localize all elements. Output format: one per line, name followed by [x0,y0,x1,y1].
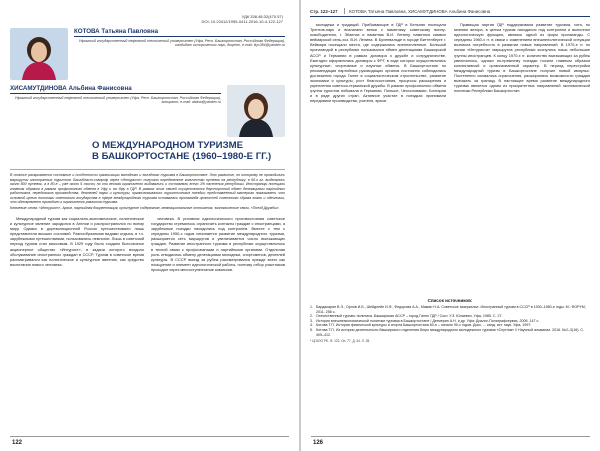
left-body-columns [10,216,285,273]
author2-text [10,85,221,137]
left-body-col2: человека. В условиях идеологического противостояния советское государство стремилось ограничить контакты граждан с иностранцами, а зарубежные поездки находились под контролем. Вместе с тем с середины 1950-х годов начинается развитие международного туризма, расширяется сеть маршрутов и увеличивается число выезжающих граждан. Развитие иностранного туризма в республике осуществлялось в тесной связи с профсоюзными и партийными органами. Отдельная роль отводилась обмену делегациями молодежи, спортсменов, деятелей культуры. В СССР выезд за рубеж рассматривался прежде всего как поощрение и элемент идеологической работы, поэтому отбор участников проходил через многоступенчатые комиссии. [151,216,285,272]
author1-portrait-icon [10,28,68,80]
right-body-col2: Правящая партия ГДР поддерживала развитие туризма, хотя, по мнению автора, в целом туризм находился под контролем и выполнял идеологическую функцию, являясь одной из форм пропаганды. С середины 1960-х гг. в связи с изменением внешнеполитической ситуации возникла потребность в развитии новых направлений. В 1970-е гг. по линии «Интуриста» маршрутов республики коснулись лишь небольшие группы иностранцев. К концу 1970-х гг. количество выезжающих за рубеж увеличилось, однако по-прежнему поездки носили главным образом коллективный и организованный характер. В период перестройки международный туризм в Башкортостане получил новый импульс. Постепенно снимались ограничения, расширялись возможности граждан выезжать за границу. В настоящее время развитие международного туризма является одним из приоритетных направлений экономической политики Республики Башкортостан. [454,22,590,94]
doi-code: DOI: 10.22412/1995-0411-2016-10-4-122-127 [201,19,283,24]
left-page-number: 122 [12,440,23,446]
reference-item: 1. Бардасарян В.Э., Орлов И.Б., Шейдлейн И.Ф., Федорова А.А., Маман Н.А. Советское зазеркалье. Иностранный туризм в СССР в 1930–1980-е годы. М.: ФОРУМ, 2011. 256 с. [310,305,586,314]
reference-item: 3. История внешнеэкономической политики туризма в Башкортостане / Детмерин А.Н. и др. Уфа: Диалог-Полиграфсервис, 2006. 147 с. [310,318,540,323]
author2-portrait-icon [227,85,285,137]
article-title-line2: В БАШКОРТОСТАНЕ (1960–1980-Е ГГ.) [92,151,272,162]
reference-item: 5. Котова Т.П. Из истории деятельности башкирского отделения Бюро международного молодежного туризма «Спутник» // Научный альманах. 2016. №2–3(16). С. 405–412. [310,327,585,337]
references [310,298,590,343]
author2-info: Уфимский государственный нефтяной технический университет (Уфа, Респ. Башкортостан, Российская Федерация), аспирант, e-mail: albina@yandex.ru [14,96,221,105]
reference-item: 4. Котова Т.П. История физической культуры и спорта Башкортостана 60-е – начало 90-х годов. Дисс. ... канд. ист. наук. Уфа, 1997. [310,323,532,328]
left-footer-rule [10,436,289,437]
author1-text [74,28,285,80]
author1-photo [10,28,68,80]
right-body-col1: молодежи и традиций. Прибывающие в ГДР в Бельгию посещали Трептов-парк и возлагали венки к памятнику советскому воину-освободителю, г. Эйзенах и памятник В.И. Ленину, памятник символ веймарской сель-хоз. В.И. Ленина. В Бухенвальде в городе Виттенберге г. Веймара посещали места, где содержались военнопленные. Большой пропагандой в республике пользовался обмен делегациями Башкирской АССР и Германии в рамках договора о дружбе и сотрудничестве. Ежегодно оформлялись договоры с ФРГ, в ходе которых осуществлялись культурные, спортивные и научные обмены. В Башкортостане по рекомендации партийных руководящих органов постоянно соблюдались достижения города Галле в социалистическом строительстве, развитие экономики и культуры, рост благосостояния, процессы расширения и укрепления советско-германской дружбы. В рамках профсоюзного обмена группа туристов побывала в Германии, Польше, Чехословакии, Болгарии и в ряде других стран. Активное участие в поездках принимали передовики производства, учителя, врачи. [310,22,446,104]
header-authors: КОТОВА Татьяна Павловна, ХИСАМУТДИНОВА Альбина Фанисовна [349,8,491,14]
references-title: Список источников: [427,298,473,303]
references-list [310,305,590,337]
left-page [0,0,299,451]
left-body-col1: Международный туризм как социально-экономическое, политическое и культурное явление зародился в Англии и распространился по всему миру. Однако в дореволюционной России путешествовали лишь представители высших сословий. Разнообразными видами отдыха, в т.ч. зарубежными путешествиями, пользовались немногие. Лишь в советский период туризм стал массовым. В 1929 году было создано Всесоюзное акционерное общество «Интурист», в задачи которого входило обслуживание иностранных граждан в СССР. Туризм в советское время рассматривался как политическое и культурное явление, как средство воспитания нового человека. [10,216,144,267]
author1-info: Уфимский государственный нефтяной технический университет (Уфа, Респ. Башкортостан, Российская Федерация), кандидат исторических наук, доцент, e-mail: tkp.084@yandex.ru [78,39,285,48]
keywords: Ключевые слова: «Интурист», Архив, партийная документация, культурное содержание, межнациональные отношения, экономические связи, «Поезд Дружбы». [10,205,280,210]
right-page [301,0,600,451]
udk-code: УДК 338.48:32(470.57) [241,14,283,19]
header-separator [344,8,345,14]
running-header [310,8,590,17]
author2-photo [227,85,285,137]
author2-block [10,85,285,137]
right-footer-rule [311,436,590,437]
author1-name: КОТОВА Татьяна Павловна [74,28,285,37]
footnote: * ЦГАОО РБ. Ф. 122. Оп. 77. Д. 34. Л. 28. [310,339,371,344]
article-title-line1: О МЕЖДУНАРОДНОМ ТУРИЗМЕ [92,140,243,151]
header-pages: Стр. 122–127 [310,8,338,14]
right-page-number: 126 [313,440,324,446]
reference-item: 2. Отечественный туризм: политика. Башкирская АССР – город Галле ГДР / Сост. У.З. Юлаевич. Уфа, 1985. С. 27. [310,314,503,319]
author1-block [10,28,285,80]
right-body-columns [310,22,590,294]
abstract: В статье раскрывается состояние и особенности организации выездного и въездного туризма в Башкортостане. Это развитие, по которому не проводились маршруты иностранных туристов. Башобласт-совпроф через «Интурист» получало определенное количество путевок на республику: в 60-х гг. выделялось около 800 путевок, а в 80-е – уже около 5 тысяч, но они весьма ограниченно выдавались и составляли всего 1% населения республики. Иностранцы посещали главным образом в рамках профсоюзного обмена в Уфу и на Уфу в ГДР. В рамках этих связей осуществлялся двусторонний обмен делегациями партийных работников, передовиков производства, деятелей науки и культуры, организовывались туристические поездки; представленный материал показывает, что основной целью политики советского государства в сфере международного туризма оставалась пропаганда ценностей советского образа жизни и идеологии, что одновременно приводило к ограничению развития туризма. [10,169,285,205]
author2-name: ХИСАМУТДИНОВА Альбина Фанисовна [10,85,221,94]
article-title [92,140,285,162]
